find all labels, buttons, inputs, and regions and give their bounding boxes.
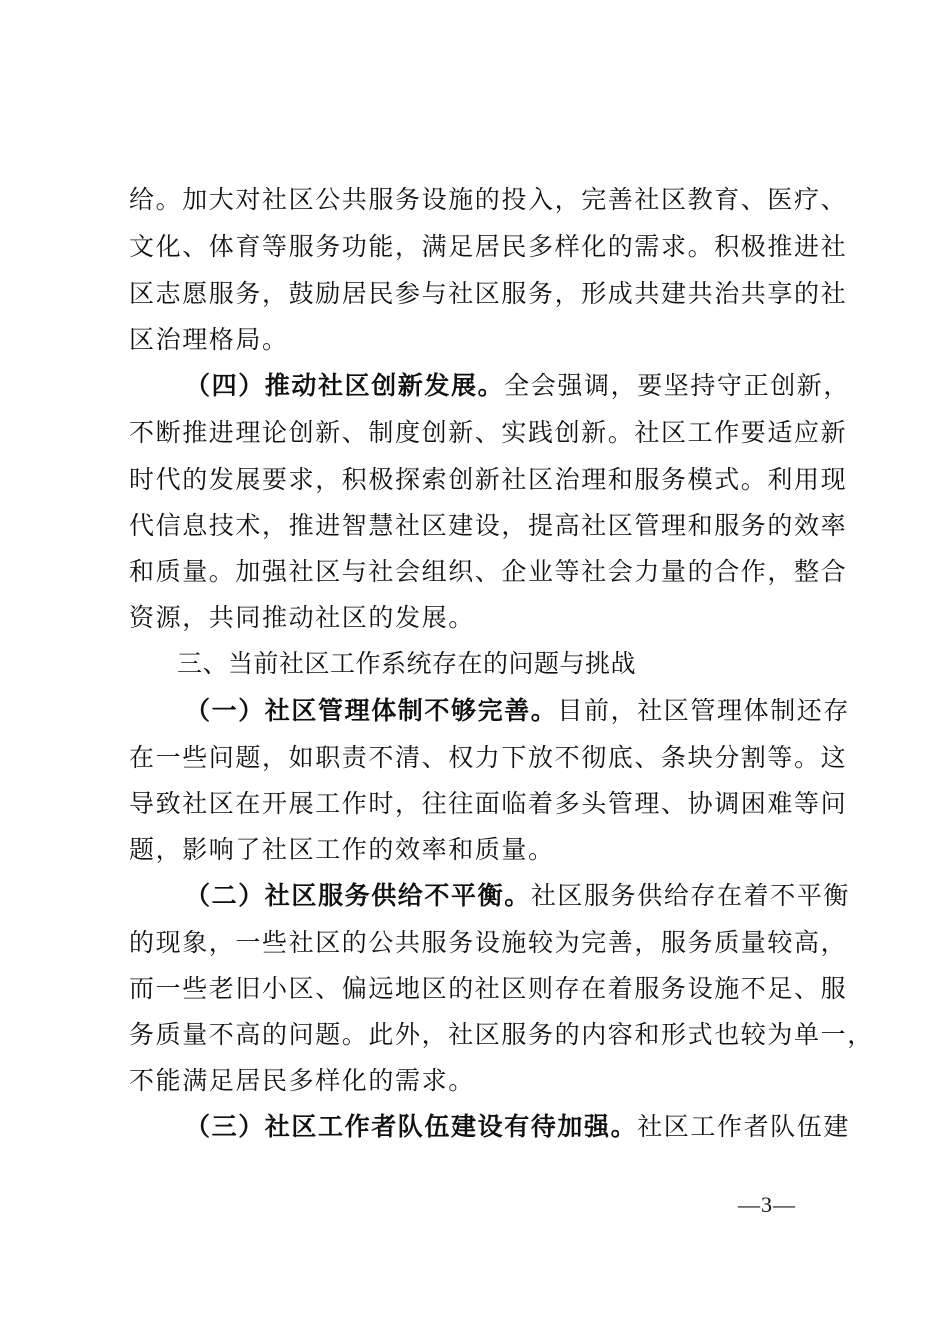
text-line: 给。加大对社区公共服务设施的投入，完善社区教育、医疗、 bbox=[129, 185, 848, 214]
text-line: 代信息技术，推进智慧社区建设，提高社区管理和服务的效率 bbox=[129, 511, 848, 540]
subsection-2-title: （二）社区服务供给不平衡。 bbox=[185, 881, 531, 910]
section-heading: 三、当前社区工作系统存在的问题与挑战 bbox=[177, 649, 637, 678]
text-line: 区治理格局。 bbox=[129, 325, 289, 354]
text-line: 时代的发展要求，积极探索创新社区治理和服务模式。利用现 bbox=[129, 465, 848, 494]
text-line: 在一些问题，如职责不清、权力下放不彻底、条块分割等。这 bbox=[129, 743, 848, 772]
text-line: 题，影响了社区工作的效率和质量。 bbox=[129, 835, 555, 864]
text-line: 文化、体育等服务功能，满足居民多样化的需求。积极推进社 bbox=[129, 232, 848, 261]
text-line: 而一些老旧小区、偏远地区的社区则存在着服务设施不足、服 bbox=[129, 974, 848, 1003]
text-line: 务质量不高的问题。此外，社区服务的内容和形式也较为单一， bbox=[129, 1020, 874, 1049]
text-line: 的现象，一些社区的公共服务设施较为完善，服务质量较高， bbox=[129, 928, 848, 957]
subsection-2-text: 社区服务供给存在着不平衡 bbox=[530, 881, 851, 910]
text-line: 不能满足居民多样化的需求。 bbox=[129, 1066, 475, 1095]
page-number: —3— bbox=[738, 1192, 796, 1217]
text-line: 不断推进理论创新、制度创新、实践创新。社区工作要适应新 bbox=[129, 418, 848, 447]
subsection-3-first-line bbox=[185, 1112, 851, 1142]
subsection-1-first-line bbox=[185, 696, 851, 726]
text-line: 区志愿服务，鼓励居民参与社区服务，形成共建共治共享的社 bbox=[129, 279, 848, 308]
subsection-3-text: 社区工作者队伍建 bbox=[637, 1112, 851, 1141]
subsection-2-first-line bbox=[185, 881, 851, 911]
subsection-1-title: （一）社区管理体制不够完善。 bbox=[185, 696, 558, 725]
subsection-1-text: 目前，社区管理体制还存 bbox=[557, 696, 851, 725]
text-line: 和质量。加强社区与社会组织、企业等社会力量的合作，整合 bbox=[129, 557, 848, 586]
text-line: 资源，共同推动社区的发展。 bbox=[129, 603, 475, 632]
section-4-text: 全会强调，要坚持守正创新， bbox=[504, 371, 851, 400]
section-4-title: （四）推动社区创新发展。 bbox=[185, 371, 505, 400]
subsection-3-title: （三）社区工作者队伍建设有待加强。 bbox=[185, 1112, 638, 1141]
text-line: 导致社区在开展工作时，往往面临着多头管理、协调困难等问 bbox=[129, 789, 848, 818]
section-4-first-line bbox=[185, 371, 851, 401]
